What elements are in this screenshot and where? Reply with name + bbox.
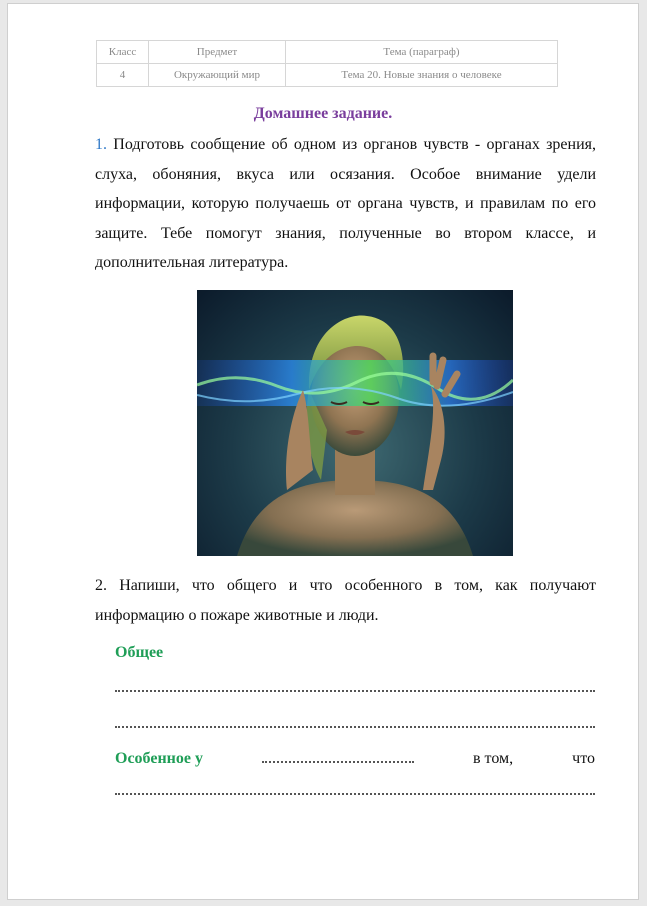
in-that-text: в том, — [472, 750, 514, 767]
table-header-row — [97, 41, 558, 64]
that-text: что — [572, 750, 595, 767]
document-page — [7, 3, 639, 900]
dotted-line — [115, 779, 595, 795]
answer-line-1[interactable] — [115, 676, 595, 692]
header-class: Класс — [97, 41, 149, 64]
special-row — [115, 749, 595, 768]
task-1-number: 1. — [95, 136, 107, 153]
header-topic: Тема (параграф) — [286, 41, 558, 64]
homework-title: Домашнее задание. — [253, 105, 393, 122]
dotted-line — [115, 676, 595, 692]
cell-topic: Тема 20. Новые знания о человеке — [286, 64, 558, 87]
header-subject: Предмет — [149, 41, 286, 64]
cell-subject: Окружающий мир — [149, 64, 286, 87]
lesson-info-table — [96, 40, 558, 87]
special-label: Особенное у — [115, 750, 203, 767]
task-2: 2. Напиши, что общего и что особенного в том, как получают информацию о пожаре животные и люди. — [95, 577, 596, 624]
answer-blank-subject[interactable] — [262, 749, 414, 763]
task-1 — [95, 130, 596, 278]
common-label — [115, 644, 595, 662]
cell-class: 4 — [97, 64, 149, 87]
dotted-line — [115, 712, 595, 728]
senses-illustration-image — [197, 290, 513, 556]
common-label-text: Общее — [115, 644, 164, 661]
task-1-text: Подготовь сообщение об одном из органов чувств - органах зрения, слуха, обоняния, вкуса или осязания. Особое внимание удели информации, которую получаешь от органа чувств, и правилам по его защите. Тебе помогут знания, полученные во втором классе, и дополнительная литература. — [95, 136, 596, 271]
answer-line-2[interactable] — [115, 712, 595, 728]
table-row — [97, 64, 558, 87]
answer-line-3[interactable] — [115, 779, 595, 795]
